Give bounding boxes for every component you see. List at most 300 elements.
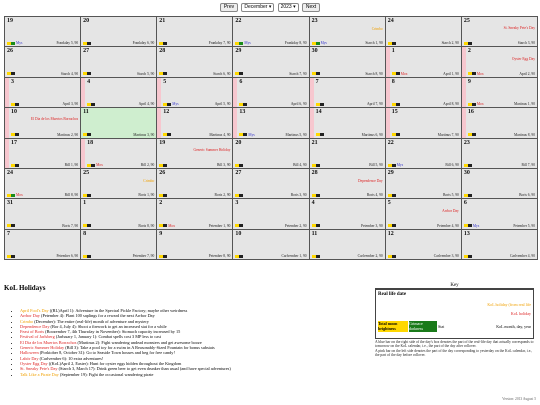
calendar-day	[462, 199, 537, 228]
day-number: 6	[239, 78, 243, 85]
moon-phase	[468, 133, 476, 137]
day-number: 11	[83, 109, 89, 116]
year-select[interactable]	[278, 3, 299, 12]
day-number: 12	[163, 109, 170, 116]
calendar-day	[386, 230, 461, 259]
grimace-darkness-icon	[239, 164, 243, 167]
grimace-darkness-icon	[167, 133, 171, 136]
calendar-day	[386, 47, 461, 76]
key-holiday-kol: KoL holiday	[510, 311, 531, 316]
grimace-darkness-icon	[167, 103, 171, 106]
calendar-day	[462, 108, 537, 137]
moon-phase	[163, 133, 171, 137]
moon-phase	[388, 163, 403, 167]
moon-phase	[11, 102, 19, 106]
grimace-darkness-icon	[163, 255, 167, 258]
calendar-day	[386, 17, 461, 46]
calendar-day	[157, 230, 232, 259]
holiday-label: Oyster Egg Day	[511, 57, 535, 62]
moon-stat-label: Mys	[396, 162, 404, 167]
grimace-darkness-icon	[243, 133, 247, 136]
rollover-marker	[386, 78, 390, 107]
calendar-day	[310, 169, 385, 198]
grimace-darkness-icon	[163, 164, 167, 167]
rollover-marker	[310, 108, 314, 137]
calendar-day	[233, 169, 308, 198]
calendar-day	[5, 139, 80, 168]
calendar-day	[81, 169, 156, 198]
grimace-darkness-icon	[87, 72, 91, 75]
kol-date: Frankday 5, 90	[56, 41, 79, 46]
moon-stat-label: Mox	[400, 71, 408, 76]
kol-date: Bill 7, 90	[521, 162, 535, 167]
calendar-day	[462, 169, 537, 198]
day-number: 29	[235, 48, 242, 55]
grimace-darkness-icon	[396, 133, 400, 136]
day-number: 21	[311, 139, 318, 146]
grimace-darkness-icon	[11, 194, 15, 197]
moon-phase	[87, 102, 95, 106]
key-kol-date: KoL month, day, year	[496, 324, 531, 329]
kol-date: Starch 3, 90	[517, 41, 535, 46]
grimace-darkness-icon	[468, 255, 472, 258]
holiday-name-link[interactable]: Talk Like a Pirate Day	[20, 371, 59, 377]
moon-phase	[392, 102, 400, 106]
kol-date: Petember 6, 90	[56, 254, 79, 258]
calendar-day	[233, 199, 308, 228]
moon-phase	[312, 193, 320, 197]
kol-date: Bill 5, 90	[369, 162, 383, 167]
calendar-day	[310, 108, 385, 137]
moon-phase	[464, 193, 472, 197]
kol-date: April 4, 90	[138, 102, 155, 107]
grimace-darkness-icon	[396, 103, 400, 106]
moon-phase	[392, 72, 408, 76]
holiday-list-item	[20, 372, 360, 377]
rollover-marker	[5, 108, 9, 137]
calendar-day	[5, 47, 80, 76]
grimace-darkness-icon	[468, 42, 472, 45]
day-number: 4	[311, 200, 315, 207]
key-holiday-real-life: KoL holiday (from real life	[487, 302, 531, 307]
grimace-darkness-icon	[15, 103, 19, 106]
kol-date: Boris 8, 90	[138, 223, 155, 228]
moon-phase	[83, 193, 91, 197]
holiday-name-link[interactable]: Dependence Day	[20, 323, 50, 329]
calendar-day	[310, 199, 385, 228]
day-number: 2	[467, 48, 471, 55]
calendar-grid	[4, 16, 538, 260]
moon-phase	[312, 163, 320, 167]
moon-phase	[159, 41, 167, 45]
kol-date: April 2, 90	[519, 71, 535, 76]
holiday-description: (Martinus 2): Fight wandering undead monsters and get awesome booze	[76, 339, 202, 345]
kol-date: Martinus 3, 90	[133, 132, 155, 137]
calendar-day	[386, 108, 461, 137]
kol-date: Bill 8, 90	[64, 193, 79, 198]
grimace-darkness-icon	[87, 42, 91, 45]
calendar-day	[386, 169, 461, 198]
key-box	[375, 289, 534, 339]
calendar-day	[81, 78, 156, 107]
kol-date: April 8, 90	[443, 102, 459, 107]
moon-stat-label: Mys	[248, 132, 255, 137]
grimace-darkness-icon	[316, 194, 320, 197]
rollover-marker	[81, 139, 85, 168]
calendar-day	[462, 230, 537, 259]
holiday-name-link[interactable]: El Dia de los Muertos Borrachos	[20, 339, 77, 345]
calendar-day	[157, 169, 232, 198]
grimace-darkness-icon	[316, 42, 320, 45]
grimace-darkness-icon	[87, 224, 91, 227]
key-title: Key	[375, 283, 534, 289]
grimace-darkness-icon	[163, 224, 167, 227]
prev-button[interactable]: Prev	[220, 3, 238, 12]
calendar-day	[157, 199, 232, 228]
legend-key	[375, 283, 534, 339]
moon-phase	[7, 41, 22, 45]
rollover-marker	[310, 78, 314, 107]
grimace-darkness-icon	[468, 164, 472, 167]
grimace-darkness-icon	[392, 255, 396, 258]
rollover-marker	[5, 139, 9, 168]
day-number: 23	[463, 139, 470, 146]
moon-phase	[239, 133, 254, 137]
kol-date: Boris 7, 90	[62, 223, 79, 228]
kol-date: Petember 1, 90	[208, 223, 231, 228]
calendar-day	[233, 17, 308, 46]
day-number: 11	[311, 230, 318, 237]
moon-phase	[159, 224, 175, 228]
grimace-darkness-icon	[320, 133, 324, 136]
day-number: 7	[315, 78, 319, 85]
holiday-label: Arrbor Day	[442, 209, 459, 214]
grimace-darkness-icon	[392, 194, 396, 197]
rollover-marker	[462, 78, 466, 107]
rollover-marker	[462, 108, 466, 137]
moon-phase	[468, 102, 484, 106]
holiday-list	[20, 308, 360, 377]
day-number: 18	[87, 139, 94, 146]
holiday-description: ((RL)April 1): Adventure in the Spectral Pickle Factory; maybe other weirdness	[48, 308, 188, 313]
key-notes	[375, 340, 534, 358]
calendar-day	[157, 139, 232, 168]
moon-phase	[312, 254, 320, 258]
calendar-day	[5, 108, 80, 137]
moon-phase	[312, 72, 320, 76]
calendar-day	[462, 78, 537, 107]
kol-date: April 6, 90	[290, 102, 307, 107]
grimace-darkness-icon	[468, 194, 472, 197]
moon-phase	[235, 224, 243, 228]
day-number: 25	[463, 18, 470, 24]
calendar-day	[5, 78, 80, 107]
kol-date: Bill 6, 90	[445, 162, 459, 167]
day-number: 5	[163, 78, 167, 85]
kol-date: Starch 4, 90	[60, 71, 79, 76]
moon-phase	[316, 102, 324, 106]
day-number: 19	[7, 18, 13, 24]
calendar-day	[5, 169, 80, 198]
day-number: 15	[391, 109, 398, 116]
calendar-day	[81, 230, 156, 259]
calendar-day	[233, 139, 308, 168]
day-number: 22	[387, 139, 394, 146]
day-number: 30	[311, 48, 318, 55]
moon-phase	[11, 163, 19, 167]
holidays-heading: KoL Holidays	[4, 284, 46, 292]
grimace-darkness-icon	[396, 72, 400, 75]
day-number: 19	[159, 139, 166, 146]
holiday-name-link[interactable]: Festival of Jarlsberg	[20, 334, 55, 340]
day-number: 20	[83, 18, 90, 24]
day-number: 20	[235, 139, 242, 146]
grimace-darkness-icon	[87, 255, 91, 258]
moon-phase	[83, 41, 91, 45]
holiday-description: (Porktober 8, October 31): Go to Seaside Town houses and beg for free candy!	[38, 350, 175, 356]
calendar-day	[157, 78, 232, 107]
calendar-day	[386, 199, 461, 228]
holiday-name-link[interactable]: Feast of Boris	[20, 329, 45, 335]
grimace-darkness-icon	[392, 164, 396, 167]
moon-phase	[83, 72, 91, 76]
kol-date: Boris 2, 90	[214, 193, 231, 198]
rollover-marker	[386, 108, 390, 137]
day-number: 27	[235, 169, 242, 176]
holiday-description: (Boozember 7, 4th Thursday in November): Stomach capacity increased by 15	[44, 329, 181, 335]
kol-date: Starch 5, 90	[137, 71, 155, 76]
grimace-darkness-icon	[15, 164, 19, 167]
day-number: 25	[83, 169, 90, 176]
grimace-darkness-icon	[239, 194, 243, 197]
moon-phase	[83, 254, 91, 258]
moon-phase	[11, 133, 19, 137]
kol-date: Bill 4, 90	[293, 162, 307, 167]
grimace-darkness-icon	[468, 224, 472, 227]
day-number: 26	[159, 169, 166, 176]
kol-date: Petember 7, 90	[132, 254, 155, 258]
kol-date: Petember 3, 90	[361, 223, 383, 228]
key-note-pink: A pink bar on the left side denotes the part of the day corresponding to yesterday on the KoL calendar, i.e., the part of the day before rollover.	[375, 348, 533, 358]
day-number: 23	[311, 18, 318, 24]
kol-date: April 7, 90	[367, 102, 383, 107]
day-number: 31	[7, 200, 13, 207]
kol-date: Bill 3, 90	[216, 162, 231, 167]
moon-stat-label: Mox	[168, 223, 176, 228]
moon-stat-label: Mox	[476, 71, 484, 76]
day-number: 10	[235, 230, 242, 237]
moon-phase	[159, 193, 167, 197]
moon-phase	[159, 254, 167, 258]
grimace-darkness-icon	[472, 72, 476, 75]
holiday-label: Crimbo	[371, 27, 383, 31]
moon-stat-label: Mox	[96, 162, 103, 167]
day-number: 24	[7, 169, 13, 176]
key-moon-brightness: Total moon brightness	[378, 321, 408, 332]
moon-phase	[464, 41, 472, 45]
holiday-name-link[interactable]: Generic Summer Holiday	[20, 345, 65, 351]
kol-date: Martinus 7, 90	[437, 132, 459, 137]
holiday-name-link[interactable]: Labór Day	[20, 355, 39, 361]
moon-phase	[235, 193, 243, 197]
chevron-down-icon: ▾	[268, 4, 272, 10]
grimace-darkness-icon	[163, 42, 167, 45]
calendar-day	[157, 17, 232, 46]
calendar-day	[233, 78, 308, 107]
holiday-description: (September 19): Fight the occasional wandering pirate	[58, 371, 154, 377]
moon-phase	[235, 41, 250, 45]
kol-date: Petember 4, 90	[437, 223, 459, 228]
moon-phase	[239, 102, 247, 106]
kol-date: Frankday 6, 90	[132, 41, 155, 46]
moon-phase	[83, 224, 91, 228]
key-grimace-darkness: Grimace darkness	[409, 321, 437, 332]
moon-phase	[163, 102, 178, 106]
moon-stat-label: Mox	[476, 102, 484, 107]
grimace-darkness-icon	[87, 194, 91, 197]
holiday-description: (Starch 3, March 17): Drink green beer to get even drunker than usual (and have special adventures)	[57, 366, 231, 372]
day-number: 28	[311, 169, 318, 176]
moon-phase	[464, 224, 479, 228]
month-select[interactable]	[241, 3, 274, 12]
version-label: Version: 2013 August 5	[502, 397, 536, 401]
day-number: 30	[463, 169, 470, 176]
calendar-day	[5, 17, 80, 46]
holiday-description: ((KoL)April 2, Easter): Hunt for oyster eggs hidden throughout the Kingdom	[47, 360, 182, 366]
kol-date: Petember 8, 90	[208, 254, 231, 258]
day-number: 9	[467, 78, 471, 85]
moon-phase	[464, 254, 472, 258]
day-number: 1	[391, 48, 395, 55]
kol-date: Martinus 1, 90	[513, 102, 535, 107]
holiday-name-link[interactable]: April Fool's Day	[20, 308, 49, 313]
moon-stat-label: Mys	[320, 41, 327, 46]
calendar-day	[81, 17, 156, 46]
calendar-day	[233, 47, 308, 76]
day-number: 17	[11, 139, 17, 146]
moon-phase	[7, 254, 15, 258]
calendar-day-today	[81, 108, 156, 137]
holiday-name-link[interactable]: Halloween	[20, 350, 39, 356]
holiday-label: St. Sneaky Pete's Day	[503, 26, 535, 30]
calendar-day	[386, 78, 461, 107]
chevron-down-icon: ▾	[293, 4, 296, 10]
month-navigation	[0, 3, 540, 12]
moon-phase	[7, 72, 15, 76]
kol-date: Petember 5, 90	[513, 223, 535, 228]
grimace-darkness-icon	[11, 42, 15, 45]
moon-phase	[388, 41, 396, 45]
calendar-day	[386, 139, 461, 168]
grimace-darkness-icon	[320, 103, 324, 106]
moon-stat-label: Mys	[16, 41, 23, 46]
holiday-label: Crimbo	[143, 178, 155, 183]
kol-date: April 5, 90	[214, 102, 231, 107]
day-number: 2	[159, 200, 163, 207]
day-number: 16	[467, 109, 474, 116]
moon-stat-label: Mys	[472, 223, 480, 228]
moon-phase	[388, 254, 396, 258]
day-number: 10	[11, 109, 17, 116]
grimace-darkness-icon	[11, 72, 15, 75]
key-stat: Stat	[438, 324, 445, 329]
moon-phase	[159, 163, 167, 167]
grimace-darkness-icon	[239, 72, 243, 75]
grimace-darkness-icon	[239, 42, 243, 45]
kol-date: Starch 1, 90	[365, 41, 383, 46]
key-note-blue: A blue bar on the right side of the day's box denotes the part of the real-life day that actually corresponds to tomorrow on the KoL calendar, i.e., the part of the day after rollover.	[375, 340, 534, 349]
moon-phase	[388, 224, 396, 228]
holiday-description: (December): The entire (real-life) month of adventure and mystery	[33, 318, 149, 324]
kol-date: Frankday 7, 90	[208, 41, 231, 46]
moon-phase	[468, 72, 484, 76]
rollover-marker	[386, 47, 390, 76]
next-button[interactable]: Next	[302, 3, 320, 12]
grimace-darkness-icon	[91, 164, 95, 167]
rollover-marker	[5, 78, 9, 107]
rollover-marker	[81, 78, 85, 107]
grimace-darkness-icon	[239, 255, 243, 258]
calendar-day	[157, 47, 232, 76]
moon-phase	[316, 133, 324, 137]
calendar-day	[233, 230, 308, 259]
holiday-description: (Carlvember 6): 10 extra adventures!	[38, 355, 104, 361]
kol-date: April 3, 90	[62, 102, 79, 107]
calendar-day	[462, 47, 537, 76]
moon-phase	[159, 72, 167, 76]
holiday-name-link[interactable]: Crimbo	[20, 318, 34, 324]
kol-date: Carlvember 1, 90	[281, 254, 307, 258]
calendar-day	[462, 139, 537, 168]
holiday-description: (Bill 3): Take a pool toy for a swim in A Reasonably-Sized Fountain for bonus substats	[64, 345, 215, 351]
grimace-darkness-icon	[472, 133, 476, 136]
kol-date: Starch 2, 90	[441, 41, 459, 46]
rollover-marker	[462, 47, 466, 76]
holiday-name-link[interactable]: St. Sneaky Pete's Day	[20, 366, 58, 372]
moon-phase	[83, 133, 91, 137]
calendar-day	[81, 199, 156, 228]
moon-phase	[392, 133, 400, 137]
kol-date: Boris 6, 90	[519, 193, 535, 198]
moon-stat-label: Mox	[16, 193, 23, 198]
day-number: 7	[7, 230, 10, 237]
moon-phase	[235, 163, 243, 167]
holiday-description: (Bor 4, July 4): Shoot a firework to get an increased stat for a while	[49, 323, 167, 329]
grimace-darkness-icon	[11, 224, 15, 227]
kol-date: Starch 6, 90	[213, 71, 231, 76]
moon-phase	[388, 193, 396, 197]
grimace-darkness-icon	[163, 194, 167, 197]
kol-date: Martinus 6, 90	[361, 132, 383, 137]
day-number: 24	[387, 18, 394, 24]
grimace-darkness-icon	[87, 133, 91, 136]
holiday-name-link[interactable]: Oyster Egg Day	[20, 360, 48, 366]
day-number: 5	[387, 200, 391, 207]
grimace-darkness-icon	[11, 255, 15, 258]
calendar-day	[81, 47, 156, 76]
holiday-label: Dependence Day	[358, 178, 383, 183]
moon-phase	[7, 224, 15, 228]
moon-phase	[312, 224, 320, 228]
grimace-darkness-icon	[239, 224, 243, 227]
moon-stat-label: Mys	[172, 102, 179, 107]
day-number: 3	[11, 78, 14, 85]
grimace-darkness-icon	[15, 133, 19, 136]
kol-date: Frankday 8, 90	[284, 41, 307, 46]
calendar-day	[5, 199, 80, 228]
holiday-name-link[interactable]: Arrbor Day	[20, 313, 40, 319]
day-number: 13	[463, 230, 470, 237]
